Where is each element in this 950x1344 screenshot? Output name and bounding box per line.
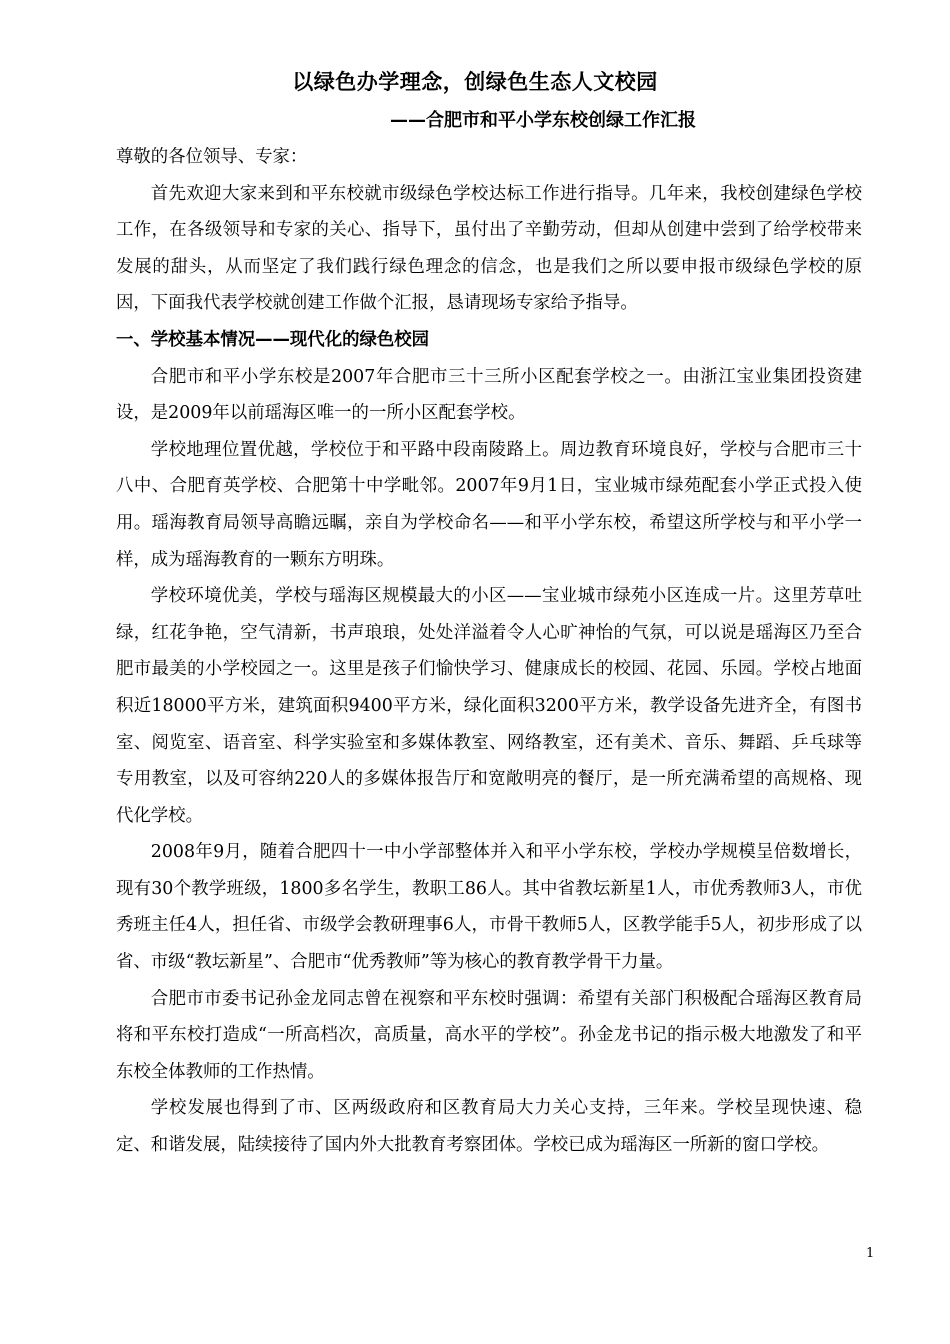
page-number: 1 — [866, 1246, 875, 1261]
document-subtitle: ——合肥市和平小学东校创绿工作汇报 — [390, 110, 696, 131]
paragraph-leadership: 合肥市市委书记孙金龙同志曾在视察和平东校时强调：希望有关部门积极配合瑶海区教育局将和平东校打造成“一所高档次，高质量，高水平的学校”。孙金龙书记的指示极大地激发了和平东校全体教师的工作热情。 — [116, 988, 862, 1082]
paragraph-location: 学校地理位置优越，学校位于和平路中段南陵路上。周边教育环境良好，学校与合肥市三十八中、合肥育英学校、合肥第十中学毗邻。2007年9月1日，宝业城市绿苑配套小学正式投入使用。瑶海教育局领导高瞻远瞩，亲自为学校命名——和平小学东校，希望这所学校与和平小学一样，成为瑶海教育的一颗东方明珠。 — [116, 439, 862, 570]
document-body — [116, 139, 862, 1164]
intro-paragraph: 首先欢迎大家来到和平东校就市级绿色学校达标工作进行指导。几年来，我校创建绿色学校工作，在各级领导和专家的关心、指导下，虽付出了辛勤劳动，但却从创建中尝到了给学校带来发展的甜头，从而坚定了我们践行绿色理念的信念，也是我们之所以要申报市级绿色学校的原因，下面我代表学校就创建工作做个汇报，恳请现场专家给予指导。 — [116, 183, 862, 314]
salutation: 尊敬的各位领导、专家： — [116, 147, 308, 167]
section-heading: 一、学校基本情况——现代化的绿色校园 — [116, 329, 430, 350]
paragraph-scale: 2008年9月，随着合肥四十一中小学部整体并入和平小学东校，学校办学规模呈倍数增长，现有30个教学班级，1800多名学生，教职工86人。其中省教坛新星1人，市优秀教师3人，市优秀班主任4人，担任省、市级学会教研理事6人，市骨干教师5人，区教学能手5人，初步形成了以省、市级“教坛新星”、合肥市“优秀教师”等为核心的教育教学骨干力量。 — [116, 842, 862, 973]
paragraph-environment: 学校环境优美，学校与瑶海区规模最大的小区——宝业城市绿苑小区连成一片。这里芳草吐绿，红花争艳，空气清新，书声琅琅，处处洋溢着令人心旷神怡的气氛，可以说是瑶海区乃至合肥市最美的小学校园之一。这里是孩子们愉快学习、健康成长的校园、花园、乐园。学校占地面积近18000平方米，建筑面积9400平方米，绿化面积3200平方米，教学设备先进齐全，有图书室、阅览室、语音室、科学实验室和多媒体教室、网络教室，还有美术、音乐、舞蹈、乒乓球等专用教室，以及可容纳220人的多媒体报告厅和宽敞明亮的餐厅，是一所充满希望的高规格、现代化学校。 — [116, 586, 862, 826]
paragraph-development: 学校发展也得到了市、区两级政府和区教育局大力关心支持，三年来。学校呈现快速、稳定、和谐发展，陆续接待了国内外大批教育考察团体。学校已成为瑶海区一所新的窗口学校。 — [116, 1098, 862, 1156]
paragraph-school-origin: 合肥市和平小学东校是2007年合肥市三十三所小区配套学校之一。由浙江宝业集团投资建设，是2009年以前瑶海区唯一的一所小区配套学校。 — [116, 366, 862, 424]
document-title: 以绿色办学理念，创绿色生态人文校园 — [292, 70, 658, 94]
